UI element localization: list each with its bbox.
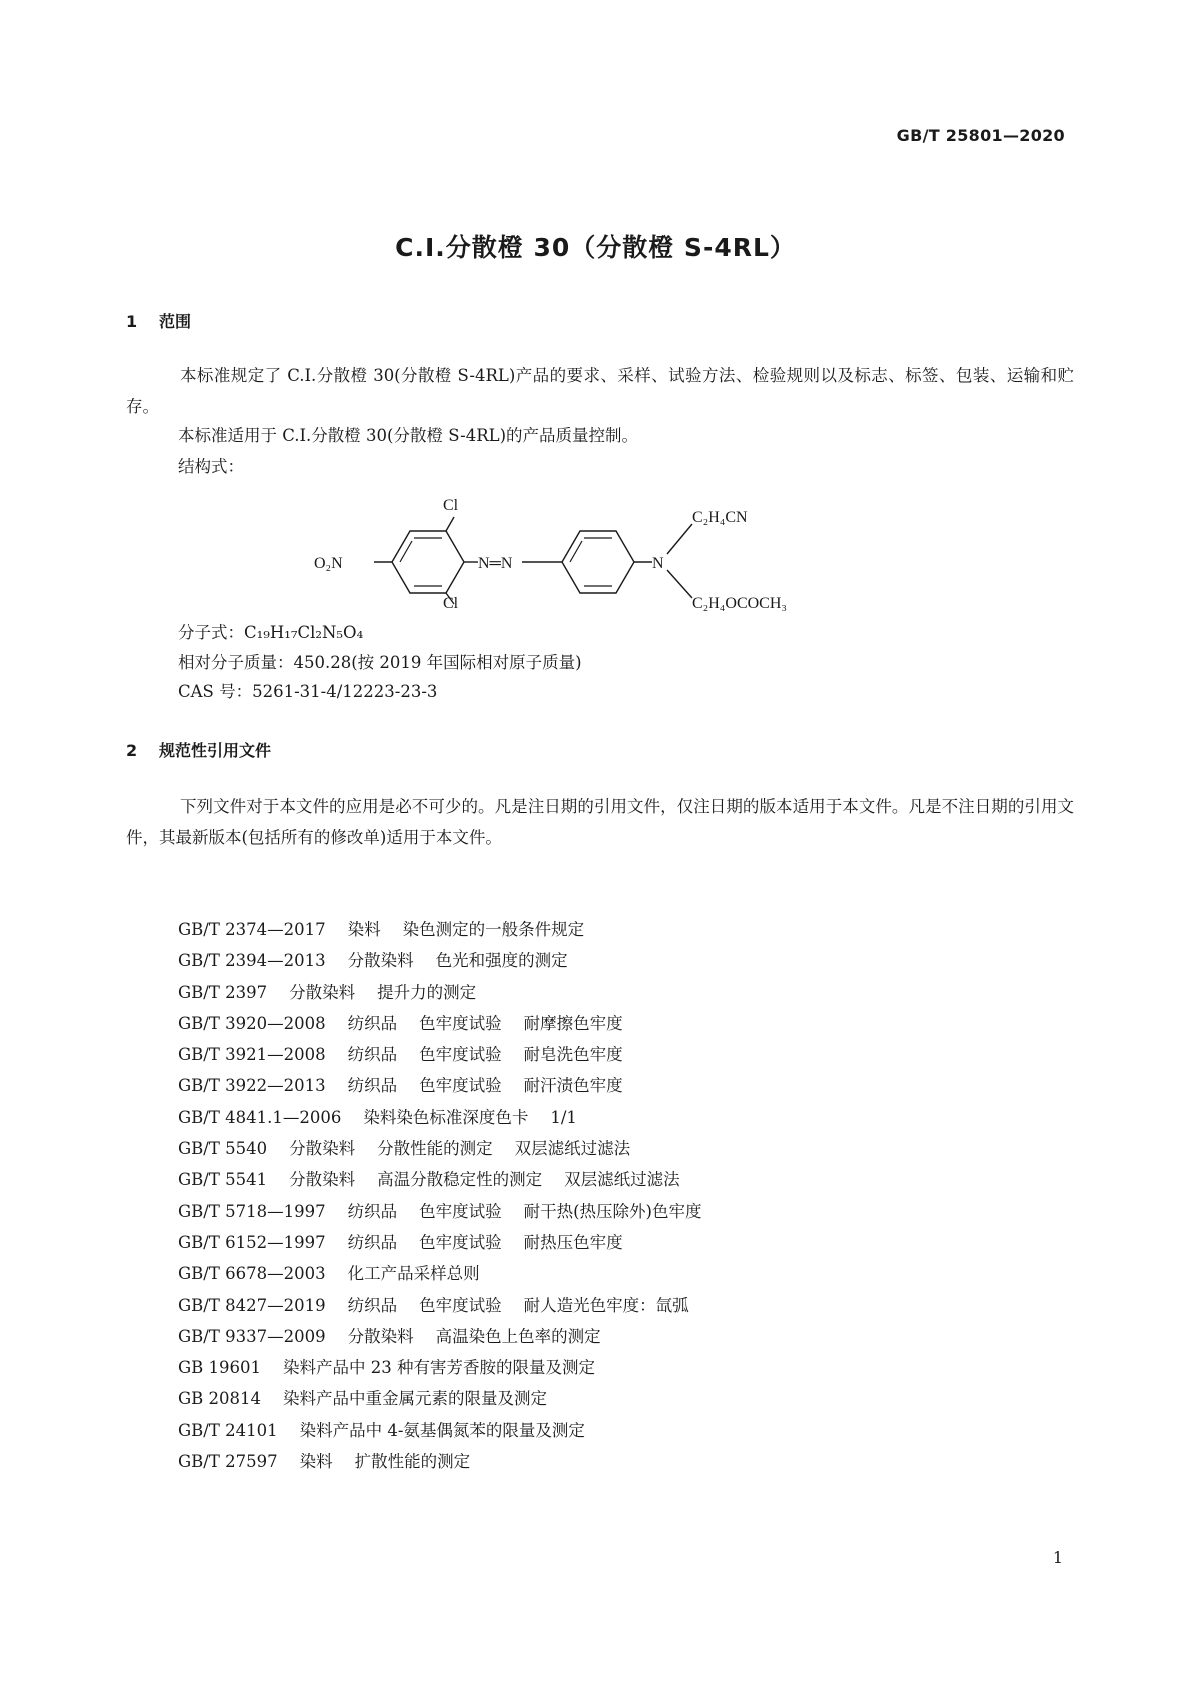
cas-number [178, 678, 437, 702]
reference-title-part: 分散染料 [289, 1139, 356, 1159]
formula-label: 分子式： [178, 623, 244, 642]
reference-item [178, 1446, 701, 1477]
nitro-label: O₂N [314, 555, 343, 572]
standard-number: GB/T 25801—2020 [896, 126, 1065, 145]
reference-title-part: 扩散性能的测定 [354, 1452, 471, 1472]
reference-code: GB/T 27597 [178, 1452, 278, 1472]
azo-label: N═N [478, 555, 513, 572]
reference-item [178, 1039, 701, 1070]
mass-value: 450.28(按 2019 年国际相对原子质量) [293, 653, 582, 672]
reference-title-part: 纺织品 [347, 1045, 398, 1065]
scope-paragraph-1: 本标准规定了 C.I.分散橙 30(分散橙 S-4RL)产品的要求、采样、试验方法、检验规则以及标志、标签、包装、运输和贮存。 [126, 366, 1074, 416]
cl-top-bond [446, 517, 454, 531]
reference-code: GB/T 9337—2009 [178, 1326, 326, 1346]
amine-n-label: N [652, 555, 664, 572]
right-benzene-ring [562, 531, 634, 593]
reference-title-part: 耐摩擦色牢度 [523, 1013, 623, 1033]
reference-title-part: 双层滤纸过滤法 [514, 1139, 631, 1159]
amine-top-bond [667, 524, 692, 554]
reference-item [178, 1196, 701, 1227]
reference-title-part: 分散染料 [347, 951, 414, 971]
document-title: C.I.分散橙 30（分散橙 S-4RL） [395, 233, 796, 262]
reference-title-part: 双层滤纸过滤法 [564, 1170, 680, 1190]
reference-code: GB/T 5541 [178, 1170, 268, 1190]
scope-paragraph-2: 本标准适用于 C.I.分散橙 30(分散橙 S-4RL)的产品质量控制。 [178, 426, 639, 445]
cas-value: 5261-31-4/12223-23-3 [252, 682, 438, 701]
reference-code: GB/T 4841.1—2006 [178, 1107, 342, 1127]
reference-title-part: 色牢度试验 [419, 1076, 502, 1096]
reference-item [178, 1102, 701, 1133]
reference-title-part: 耐热压色牢度 [523, 1232, 623, 1252]
reference-title-part: 高温分散稳定性的测定 [377, 1170, 543, 1190]
reference-item [178, 977, 701, 1008]
reference-code: GB/T 3920—2008 [178, 1013, 326, 1033]
reference-title-part: 耐干热(热压除外)色牢度 [523, 1201, 702, 1221]
reference-title-part: 化工产品采样总则 [347, 1264, 480, 1284]
reference-title-part: 染料产品中重金属元素的限量及测定 [283, 1389, 548, 1409]
reference-title-part: 染色测定的一般条件规定 [402, 920, 585, 939]
reference-title-part: 分散性能的测定 [377, 1139, 493, 1159]
reference-title-part: 分散染料 [289, 1170, 356, 1190]
reference-title-part: 高温染色上色率的测定 [435, 1326, 601, 1346]
reference-code: GB/T 6152—1997 [178, 1232, 326, 1252]
section-title: 规范性引用文件 [159, 741, 272, 760]
substituent-bottom-label: C₂H₄OCOCH₃ [692, 595, 787, 612]
reference-title-part: 提升力的测定 [377, 982, 477, 1002]
formula-value: C₁₉H₁₇Cl₂N₅O₄ [244, 623, 364, 642]
reference-code: GB/T 2397 [178, 982, 268, 1002]
reference-list [178, 914, 701, 1477]
reference-code: GB/T 2374—2017 [178, 920, 326, 939]
cl-bottom-label: Cl [443, 595, 459, 612]
reference-title-part: 染料产品中 23 种有害芳香胺的限量及测定 [283, 1358, 596, 1378]
structure-label: 结构式： [178, 457, 244, 476]
reference-code: GB/T 8427—2019 [178, 1295, 326, 1315]
reference-title-part: 染料 [299, 1452, 333, 1472]
cl-top-label: Cl [443, 497, 459, 514]
reference-title-part: 1/1 [550, 1107, 577, 1127]
reference-title-part: 纺织品 [347, 1013, 398, 1033]
cas-label: CAS 号： [178, 682, 253, 701]
reference-item [178, 1070, 701, 1101]
reference-item [178, 1290, 701, 1321]
reference-title-part: 染料染色标准深度色卡 [363, 1107, 529, 1127]
reference-title-part: 纺织品 [347, 1076, 398, 1096]
reference-item [178, 1164, 701, 1195]
reference-title-part: 染料 [347, 920, 381, 939]
section-1-heading [126, 309, 191, 332]
reference-code: GB/T 5540 [178, 1139, 268, 1159]
reference-title-part: 染料产品中 4-氨基偶氮苯的限量及测定 [299, 1420, 585, 1440]
reference-title-part: 分散染料 [289, 982, 356, 1002]
reference-title-part: 耐皂洗色牢度 [523, 1045, 623, 1065]
reference-code: GB/T 6678—2003 [178, 1264, 326, 1284]
reference-title-part: 分散染料 [347, 1326, 414, 1346]
reference-item [178, 945, 701, 976]
reference-code: GB 19601 [178, 1358, 262, 1378]
substituent-top-label: C₂H₄CN [692, 509, 748, 526]
reference-code: GB/T 2394—2013 [178, 951, 326, 971]
reference-item [178, 1383, 701, 1414]
section-title: 范围 [159, 312, 192, 331]
reference-code: GB/T 3921—2008 [178, 1045, 326, 1065]
reference-code: GB/T 24101 [178, 1420, 278, 1440]
reference-item [178, 1133, 701, 1164]
left-benzene-ring [392, 531, 464, 593]
section-number: 2 [126, 741, 138, 760]
reference-item [178, 1008, 701, 1039]
reference-title-part: 色牢度试验 [419, 1045, 502, 1065]
reference-title-part: 耐人造光色牢度：氙弧 [523, 1295, 689, 1315]
reference-item [178, 1352, 701, 1383]
structural-formula [314, 497, 830, 620]
reference-title-part: 色牢度试验 [419, 1013, 502, 1033]
reference-title-part: 色牢度试验 [419, 1295, 502, 1315]
reference-code: GB 20814 [178, 1389, 262, 1409]
reference-item [178, 1227, 701, 1258]
reference-title-part: 色光和强度的测定 [435, 951, 568, 971]
reference-item [178, 1321, 701, 1352]
molecular-formula [178, 619, 363, 643]
section-number: 1 [126, 312, 138, 331]
page-number: 1 [1052, 1548, 1063, 1567]
references-intro: 下列文件对于本文件的应用是必不可少的。凡是注日期的引用文件，仅注日期的版本适用于本文件。凡是不注日期的引用文件，其最新版本(包括所有的修改单)适用于本文件。 [126, 797, 1074, 847]
reference-item [178, 914, 701, 945]
reference-title-part: 纺织品 [347, 1232, 398, 1252]
section-2-heading [126, 738, 271, 761]
reference-title-part: 色牢度试验 [419, 1201, 502, 1221]
reference-title-part: 色牢度试验 [419, 1232, 502, 1252]
reference-item [178, 1258, 701, 1289]
reference-title-part: 纺织品 [347, 1295, 398, 1315]
mass-label: 相对分子质量： [178, 653, 294, 672]
reference-code: GB/T 3922—2013 [178, 1076, 326, 1096]
molecular-mass [178, 649, 582, 673]
amine-bottom-bond [667, 570, 692, 598]
reference-title-part: 纺织品 [347, 1201, 398, 1221]
reference-code: GB/T 5718—1997 [178, 1201, 326, 1221]
reference-title-part: 耐汗渍色牢度 [523, 1076, 623, 1096]
reference-item [178, 1415, 701, 1446]
